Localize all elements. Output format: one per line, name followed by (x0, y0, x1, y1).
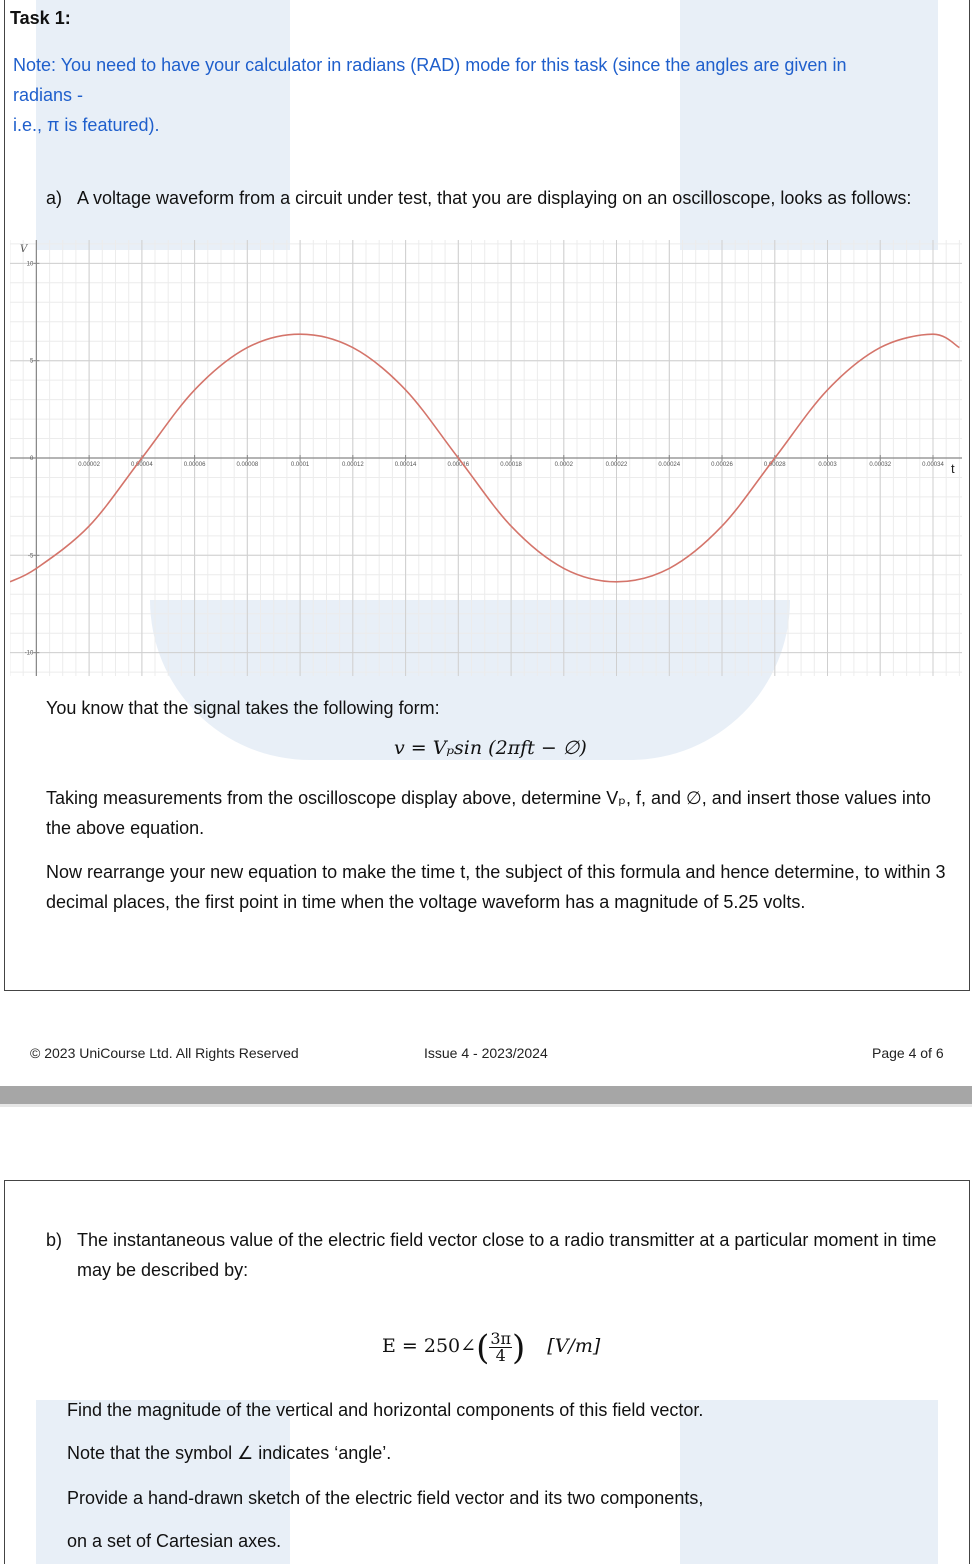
equation-lhs: E = 250∠ (382, 1335, 477, 1357)
angle-symbol-note: Note that the symbol ∠ indicates ‘angle’. (67, 1443, 392, 1463)
waveform-equation: v = Vₚsin (2πft − ∅) (394, 737, 587, 759)
rad-mode-note (13, 50, 933, 140)
equation-unit: [V/m] (547, 1335, 601, 1357)
x-tick-label: 0.00014 (394, 462, 417, 468)
axes-instruction: on a set of Cartesian axes. (67, 1531, 282, 1551)
x-tick-label: 0.00024 (658, 462, 681, 468)
question-a-intro: A voltage waveform from a circuit under test, that you are displaying on an oscilloscope, looks as follows: (77, 188, 912, 208)
oscilloscope-chart (10, 240, 962, 676)
x-tick-label: 0.00022 (605, 462, 628, 468)
note-line-3: i.e., π is featured). (13, 115, 160, 135)
x-tick-label: 0.00016 (447, 462, 470, 468)
x-tick-label: 0.00004 (131, 462, 153, 468)
fraction-denominator: 4 (495, 1345, 506, 1365)
x-tick-label: 0.00032 (869, 462, 892, 468)
footer-page-number: Page 4 of 6 (872, 1045, 944, 1061)
footer-issue: Issue 4 - 2023/2024 (424, 1045, 548, 1061)
y-tick-label: -5 (28, 553, 34, 560)
x-axis-label: t (951, 461, 955, 476)
paren-open: ( (476, 1328, 490, 1368)
x-tick-label: 0.00006 (183, 462, 206, 468)
note-line-1: Note: You need to have your calculator in radians (RAD) mode for this task (since the angles are given in (13, 55, 847, 75)
sketch-instruction: Provide a hand-drawn sketch of the electric field vector and its two components, (67, 1488, 704, 1508)
measurement-instruction: Taking measurements from the oscilloscope display above, determine Vₚ, f, and ∅, and insert those values into the above equation. (46, 788, 931, 838)
x-tick-label: 0.00012 (341, 462, 364, 468)
y-axis-label: V (20, 244, 28, 255)
fraction-numerator: 3π (490, 1328, 512, 1348)
note-line-2: radians - (13, 85, 84, 105)
x-tick-label: 0.00018 (500, 462, 522, 468)
rearrange-instruction: Now rearrange your new equation to make the time t, the subject of this formula and hence determine, to within 3 decimal places, the first point in time when the voltage waveform has a magnitude of 5.25 volts. (46, 862, 946, 912)
x-tick-label: 0.0002 (554, 462, 573, 468)
question-a-label: a) (46, 188, 63, 208)
paren-close: ) (512, 1328, 526, 1368)
x-tick-label: 0.00008 (236, 462, 259, 468)
question-b-label: b) (46, 1230, 63, 1250)
y-tick-label: 10 (26, 261, 34, 268)
y-tick-label: 5 (30, 358, 34, 365)
axes (10, 240, 962, 676)
page-separator-shadow (0, 1104, 972, 1107)
x-tick-label: 0.00028 (763, 462, 786, 468)
task-title: Task 1: (10, 8, 71, 28)
y-tick-label: -10 (24, 650, 34, 657)
x-tick-label: 0.00026 (711, 462, 733, 468)
x-tick-label: 0.0001 (290, 462, 310, 468)
signal-form-text: You know that the signal takes the following form: (46, 698, 440, 718)
x-tick-label: 0.00034 (922, 462, 944, 468)
footer-copyright: © 2023 UniCourse Ltd. All Rights Reserved (30, 1045, 299, 1061)
question-b-intro: The instantaneous value of the electric field vector close to a radio transmitter at a particular moment in time may be described by: (77, 1230, 937, 1280)
x-tick-label: 0.00002 (78, 462, 100, 468)
x-tick-label: 0.0003 (818, 462, 837, 468)
y-tick-label: 0 (30, 456, 34, 462)
page-separator (0, 1086, 972, 1104)
y-tick-labels (25, 261, 40, 656)
electric-field-equation (382, 1328, 600, 1368)
components-question: Find the magnitude of the vertical and horizontal components of this field vector. (67, 1400, 704, 1420)
